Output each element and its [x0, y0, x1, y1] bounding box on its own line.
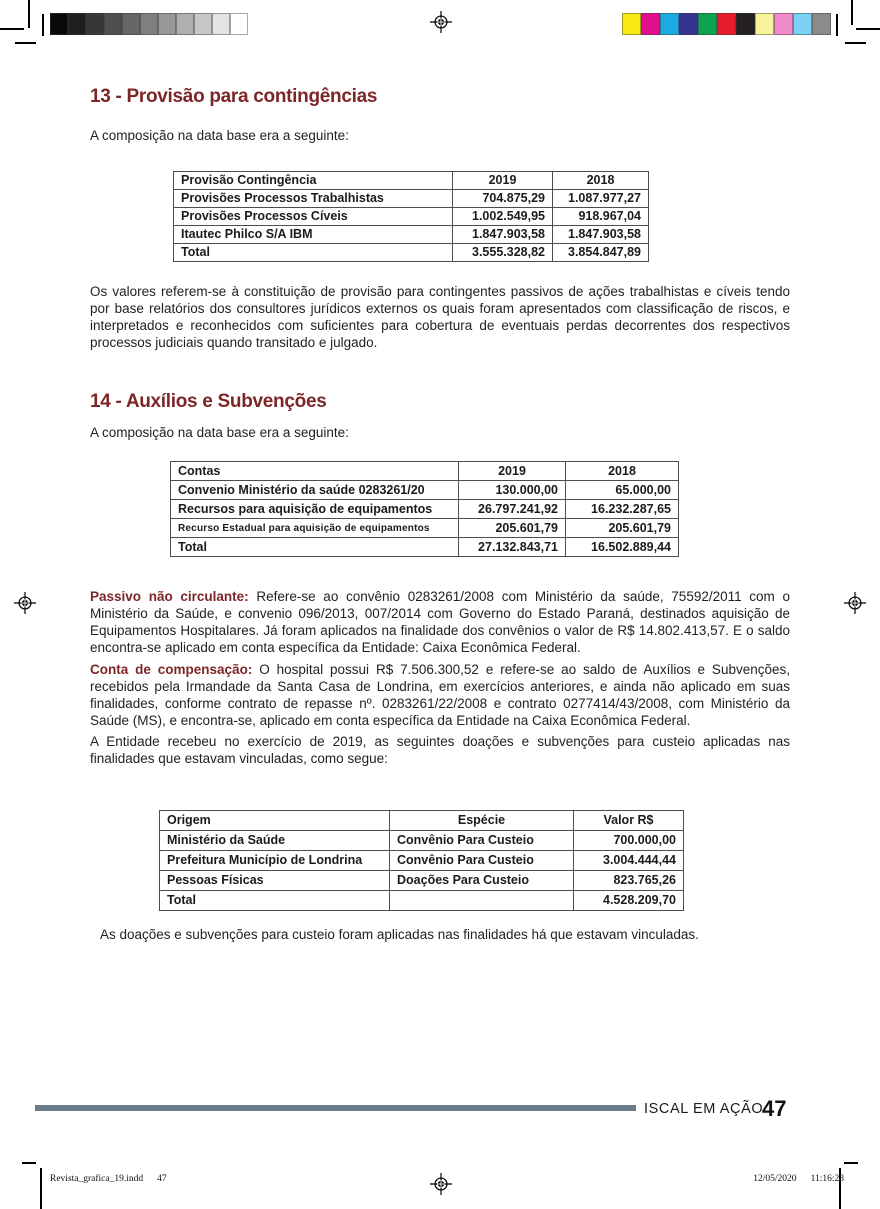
color-swatch — [679, 13, 698, 35]
table-header-row — [160, 811, 684, 831]
crop-mark — [844, 1162, 858, 1164]
color-swatch — [698, 13, 717, 35]
color-swatch — [158, 13, 176, 35]
table-row — [174, 190, 649, 208]
section-13-paragraph: Os valores referem-se à constituição de provisão para contingentes passivos de ações trabalhistas e cíveis tendo por base relatórios dos consultores jurídicos externos os quais foram apresentados com classificação de riscos, e interpretados e reconhecidos com suficientes para cobertura de eventuais perdas decorrentes dos respectivos processos judiciais quando transitado e julgado. — [90, 284, 790, 350]
table-cell: 1.087.977,27 — [553, 190, 649, 208]
table-cell: 1.002.549,95 — [453, 208, 553, 226]
table-cell: 16.502.889,44 — [566, 538, 679, 557]
table-cell: 4.528.209,70 — [574, 891, 684, 911]
crop-mark — [851, 0, 853, 25]
color-swatch — [641, 13, 660, 35]
table-cell: 3.555.328,82 — [453, 244, 553, 262]
magazine-title: ISCAL EM AÇÃO — [644, 1101, 764, 1117]
table-row — [171, 481, 679, 500]
color-swatch — [122, 13, 140, 35]
table-row — [160, 851, 684, 871]
table-cell — [390, 891, 574, 911]
table-total-row — [160, 891, 684, 911]
table-row — [171, 500, 679, 519]
table-cell: 704.875,29 — [453, 190, 553, 208]
table-total-row — [171, 538, 679, 557]
table-cell: 205.601,79 — [566, 519, 679, 538]
color-swatch — [86, 13, 104, 35]
column-header: Provisão Contingência — [174, 172, 453, 190]
color-swatch — [140, 13, 158, 35]
table-header-row — [171, 462, 679, 481]
color-swatch — [212, 13, 230, 35]
registration-mark-icon — [430, 11, 452, 33]
table-cell: 1.847.903,58 — [453, 226, 553, 244]
color-swatch — [104, 13, 122, 35]
crop-mark — [15, 42, 36, 44]
table-cell: 65.000,00 — [566, 481, 679, 500]
crop-mark — [42, 14, 44, 36]
table-row — [171, 519, 679, 538]
column-header: Contas — [171, 462, 459, 481]
column-header: Origem — [160, 811, 390, 831]
registration-mark-icon — [14, 592, 36, 614]
table-cell: 130.000,00 — [459, 481, 566, 500]
color-swatch — [176, 13, 194, 35]
slug-date: 12/05/2020 — [753, 1174, 797, 1184]
color-swatch — [755, 13, 774, 35]
entidade-paragraph: A Entidade recebeu no exercício de 2019, as seguintes doações e subvenções para custeio aplicadas nas finalidades que estavam vinculadas, como segue: — [90, 734, 790, 766]
table-row — [160, 831, 684, 851]
registration-mark-icon — [844, 592, 866, 614]
slug-file: Revista_grafica_19.indd — [50, 1174, 144, 1184]
table-cell: Total — [171, 538, 459, 557]
table-cell: Convênio Para Custeio — [390, 831, 574, 851]
table-cell: Pessoas Físicas — [160, 871, 390, 891]
color-swatch — [194, 13, 212, 35]
closing-note: As doações e subvenções para custeio foram aplicadas nas finalidades há que estavam vinculadas. — [100, 927, 699, 942]
doacoes-subvencoes-table — [159, 810, 684, 911]
color-swatch — [812, 13, 831, 35]
table-row — [174, 208, 649, 226]
slug-file-page: 47 — [157, 1174, 167, 1184]
slug-time: 11:16:28 — [810, 1174, 844, 1184]
page-number: 47 — [762, 1096, 787, 1121]
slug-filename — [50, 1174, 167, 1184]
color-swatch — [50, 13, 68, 35]
color-swatch — [68, 13, 86, 35]
footer-rule — [35, 1105, 636, 1111]
table-header-row — [174, 172, 649, 190]
color-swatch — [622, 13, 641, 35]
registration-mark-icon — [430, 1173, 452, 1195]
column-header: Valor R$ — [574, 811, 684, 831]
table-cell: Total — [160, 891, 390, 911]
passivo-lead-in: Passivo não circulante: — [90, 589, 249, 604]
crop-mark — [845, 42, 866, 44]
color-swatch — [660, 13, 679, 35]
table-cell: 3.004.444,44 — [574, 851, 684, 871]
crop-mark — [22, 1162, 36, 1164]
color-swatch — [230, 13, 248, 35]
slug-datetime — [753, 1174, 844, 1184]
crop-mark — [28, 0, 30, 28]
conta-compensacao-paragraph — [90, 661, 790, 729]
table-cell: Recurso Estadual para aquisição de equipamentos — [171, 519, 459, 538]
table-cell: Convenio Ministério da saúde 0283261/20 — [171, 481, 459, 500]
column-header: 2018 — [566, 462, 679, 481]
table-cell: Prefeitura Município de Londrina — [160, 851, 390, 871]
table-cell: Total — [174, 244, 453, 262]
table-cell: Recursos para aquisição de equipamentos — [171, 500, 459, 519]
contas-table — [170, 461, 679, 557]
section-13-intro: A composição na data base era a seguinte: — [90, 128, 349, 143]
table-cell: 205.601,79 — [459, 519, 566, 538]
table-cell: 918.967,04 — [553, 208, 649, 226]
section-14-heading: 14 - Auxílios e Subvenções — [90, 391, 327, 412]
table-cell: 700.000,00 — [574, 831, 684, 851]
section-13-heading: 13 - Provisão para contingências — [90, 86, 378, 107]
crop-mark — [0, 28, 24, 30]
conta-lead-in: Conta de compensação: — [90, 662, 253, 677]
column-header: 2019 — [459, 462, 566, 481]
table-cell: 823.765,26 — [574, 871, 684, 891]
table-cell: 26.797.241,92 — [459, 500, 566, 519]
color-swatch — [793, 13, 812, 35]
table-cell: 3.854.847,89 — [553, 244, 649, 262]
table-row — [160, 871, 684, 891]
table-cell: 16.232.287,65 — [566, 500, 679, 519]
table-cell: Convênio Para Custeio — [390, 851, 574, 871]
table-cell: Provisões Processos Trabalhistas — [174, 190, 453, 208]
column-header: 2019 — [453, 172, 553, 190]
color-swatch — [717, 13, 736, 35]
conta-text: O hospital possui R$ 7.506.300,52 e refere-se ao saldo de Auxílios e Subvenções, recebidos pela Irmandade da Santa Casa de Londrina, em exercícios anteriores, e ainda não aplicado em suas finalidades, conforme contrato de repasse nº. 0283261/22/2008 e contrato 0277414/43/2008, com Ministério da Saúde (MS), e encontra-se, aplicado em conta específica da Entidade na Caixa Econômica Federal. — [90, 662, 790, 728]
color-swatch — [736, 13, 755, 35]
table-cell: Provisões Processos Cíveis — [174, 208, 453, 226]
table-cell: Ministério da Saúde — [160, 831, 390, 851]
column-header: Espécie — [390, 811, 574, 831]
column-header: 2018 — [553, 172, 649, 190]
table-cell: 27.132.843,71 — [459, 538, 566, 557]
crop-mark — [836, 14, 838, 36]
grayscale-calibration-bar — [50, 13, 248, 35]
crop-mark — [40, 1168, 42, 1209]
color-swatch — [774, 13, 793, 35]
table-row — [174, 226, 649, 244]
passivo-nao-circulante-paragraph — [90, 588, 790, 656]
color-calibration-bar — [622, 13, 831, 35]
section-14-intro: A composição na data base era a seguinte: — [90, 425, 349, 440]
table-cell: Doações Para Custeio — [390, 871, 574, 891]
crop-mark — [856, 28, 880, 30]
table-total-row — [174, 244, 649, 262]
table-cell: Itautec Philco S/A IBM — [174, 226, 453, 244]
table-cell: 1.847.903,58 — [553, 226, 649, 244]
provisao-contingencia-table — [173, 171, 649, 262]
passivo-text: Refere-se ao convênio 0283261/2008 com Ministério da saúde, 75592/2011 com o Ministério da Saúde, e convenio 096/2013, 007/2014 com Governo do Estado Paraná, destinados aquisição de Equipamentos Hospitalares. Já foram aplicados na finalidade dos convênios o valor de R$ 14.802.413,57. E o saldo encontra-se aplicado em conta específica da Entidade: Caixa Econômica Federal. — [90, 589, 790, 655]
